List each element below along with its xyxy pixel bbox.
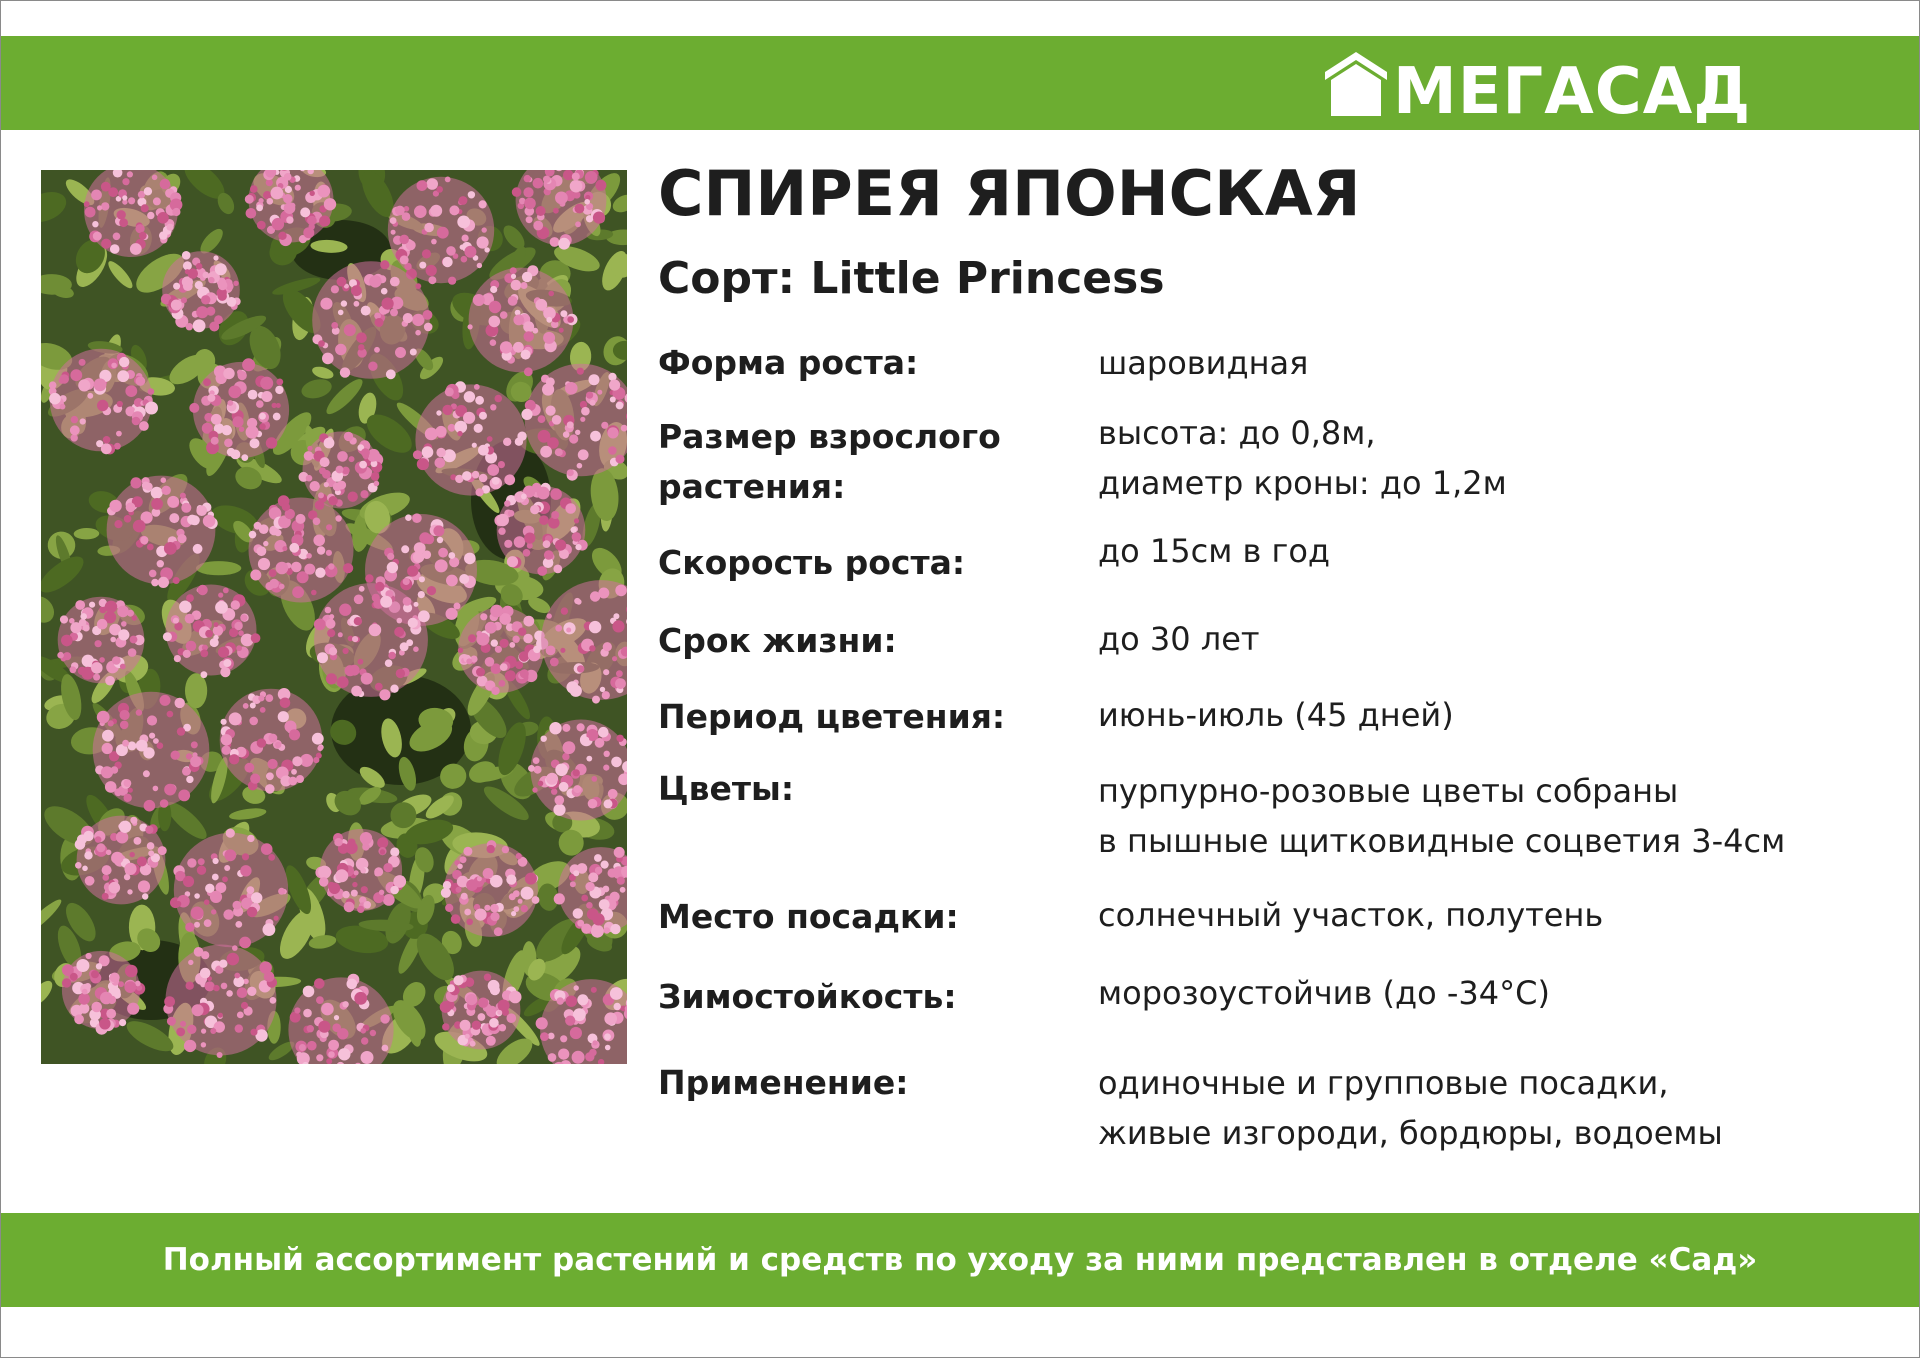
house-icon	[1323, 50, 1389, 118]
property-value-adult-size: высота: до 0,8м, диаметр кроны: до 1,2м	[1098, 414, 1507, 502]
logo-text: МЕГАСАД	[1393, 55, 1752, 129]
property-label-growth-form: Форма роста:	[658, 343, 919, 382]
header-bar	[1, 36, 1919, 130]
footer-bar	[1, 1213, 1919, 1307]
property-value-flowers: пурпурно-розовые цветы собраны в пышные щитковидные соцветия 3-4см	[1098, 772, 1786, 860]
property-value-usage: одиночные и групповые посадки, живые изгороди, бордюры, водоемы	[1098, 1064, 1723, 1152]
property-label-winter-hardiness: Зимостойкость:	[658, 977, 957, 1016]
property-label-lifespan: Срок жизни:	[658, 621, 897, 660]
property-label-usage: Применение:	[658, 1063, 909, 1102]
brand-logo	[1323, 48, 1752, 129]
property-value-lifespan: до 30 лет	[1098, 620, 1260, 658]
property-value-planting-site: солнечный участок, полутень	[1098, 896, 1604, 934]
property-label-flowers: Цветы:	[658, 769, 795, 808]
property-value-growth-rate: до 15см в год	[1098, 532, 1331, 570]
property-label-growth-rate: Скорость роста:	[658, 543, 966, 582]
property-value-growth-form: шаровидная	[1098, 344, 1309, 382]
property-label-planting-site: Место посадки:	[658, 897, 959, 936]
product-title: СПИРЕЯ ЯПОНСКАЯ	[658, 157, 1361, 230]
product-variety: Сорт: Little Princess	[658, 253, 1165, 304]
footer-text: Полный ассортимент растений и средств по уходу за ними представлен в отделе «Сад»	[162, 1242, 1758, 1278]
pink-spirea-flowers-photo	[41, 170, 627, 1064]
property-value-bloom-period: июнь-июль (45 дней)	[1098, 696, 1454, 734]
property-label-bloom-period: Период цветения:	[658, 697, 1006, 736]
property-value-winter-hardiness: морозоустойчив (до -34°С)	[1098, 974, 1550, 1012]
property-label-adult-size: Размер взрослого растения:	[658, 417, 1001, 506]
